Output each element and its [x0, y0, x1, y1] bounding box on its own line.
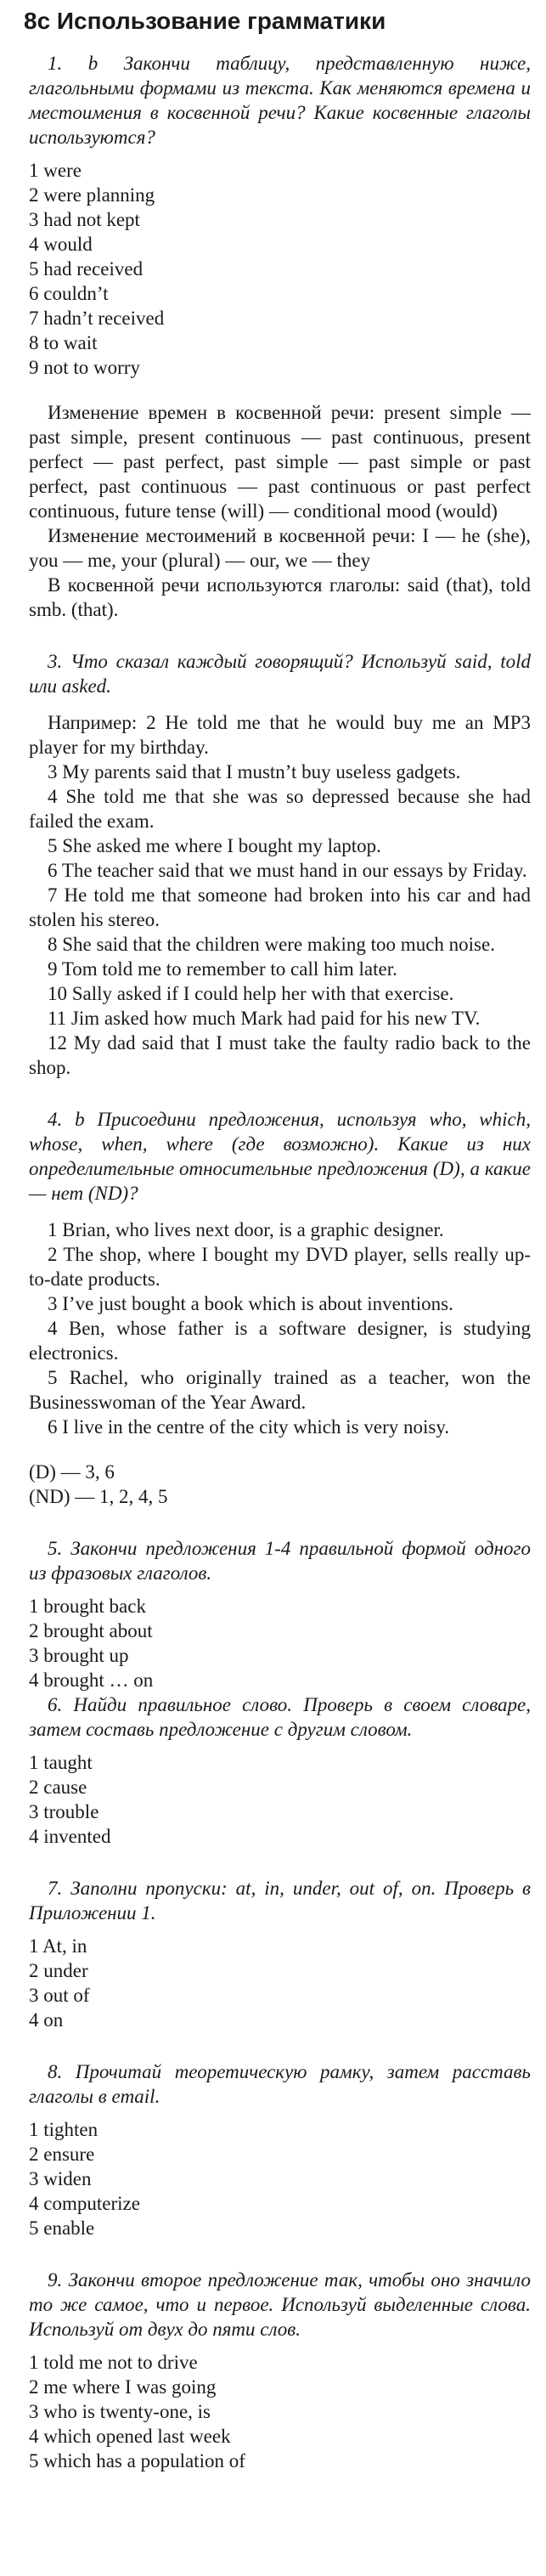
exercise-6-instruction: 6. Найди правильное слово. Проверь в своем словаре, затем составь предложение с другим словом. — [29, 1694, 531, 1740]
exercise-9-answers — [29, 2350, 531, 2473]
list-item: 1 At, in — [29, 1935, 87, 1957]
list-item: 2 cause — [29, 1777, 87, 1798]
list-item: 6 couldn’t — [29, 283, 109, 304]
list-item: 1 told me not to drive — [29, 2352, 198, 2373]
list-item: 1 brought back — [29, 1596, 146, 1617]
exercise-8 — [29, 2059, 531, 2240]
non-defining-clauses-summary: (ND) — 1, 2, 4, 5 — [29, 1486, 168, 1507]
exercise-4 — [29, 1107, 531, 1509]
defining-clauses-summary: (D) — 3, 6 — [29, 1461, 115, 1483]
exercise-8-answers — [29, 2117, 531, 2240]
list-item: 1 tighten — [29, 2119, 99, 2140]
list-item: 3 who is twenty-one, is — [29, 2401, 211, 2422]
list-item: 2 me where I was going — [29, 2376, 217, 2398]
list-item: 4 which opened last week — [29, 2426, 231, 2447]
list-item: 4 She told me that she was so depressed because she had failed the exam. — [29, 786, 531, 832]
list-item: 1 taught — [29, 1752, 93, 1773]
list-item: 3 out of — [29, 1985, 90, 2006]
exercise-3 — [29, 649, 531, 1080]
list-item: 1 were — [29, 160, 82, 181]
exercise-6 — [29, 1692, 531, 1849]
list-item: 5 Rachel, who originally trained as a teacher, won the Businesswoman of the Year Award. — [29, 1367, 531, 1413]
exercise-6-answers — [29, 1750, 531, 1849]
page-title: 8с Использование грамматики — [24, 8, 386, 34]
exercise-1 — [29, 51, 531, 622]
list-item: 11 Jim asked how much Mark had paid for his new TV. — [48, 1008, 481, 1029]
list-item: 2 The shop, where I bought my DVD player, sells really up-to-date products. — [29, 1244, 531, 1290]
list-item: 2 under — [29, 1960, 88, 1981]
list-item: 6 The teacher said that we must hand in our essays by Friday. — [48, 860, 527, 881]
exercise-7-answers — [29, 1934, 531, 2032]
list-item: 3 My parents said that I mustn’t buy useless gadgets. — [48, 761, 461, 782]
list-item: 12 My dad said that I must take the faulty radio back to the shop. — [29, 1032, 531, 1078]
list-item: 5 She asked me where I bought my laptop. — [48, 835, 381, 856]
list-item: 5 had received — [29, 258, 144, 280]
list-item: 1 Brian, who lives next door, is a graphic designer. — [48, 1219, 444, 1240]
exercise-5-answers — [29, 1594, 531, 1692]
list-item: 3 had not kept — [29, 209, 140, 230]
exercise-9-instruction: 9. Закончи второе предложение так, чтобы оно значило то же самое, что и первое. Используй выделенные слова. Используй от двух до пяти слов. — [29, 2269, 531, 2340]
list-item: 3 I’ve just bought a book which is about inventions. — [48, 1293, 453, 1314]
list-item: 8 She said that the children were making too much noise. — [48, 934, 495, 955]
list-item: 2 were planning — [29, 184, 155, 206]
list-item: 7 He told me that someone had broken into his car and had stolen his stereo. — [29, 884, 531, 930]
exercise-1-instruction: 1. b Закончи таблицу, представленную ниже, глагольными формами из текста. Как меняются времена и местоимения в косвенной речи? Какие косвенные глаголы используются? — [29, 53, 531, 148]
list-item: 9 not to worry — [29, 357, 140, 378]
list-item: 8 to wait — [29, 332, 98, 353]
list-item: 3 widen — [29, 2168, 92, 2189]
list-item: 5 enable — [29, 2217, 95, 2239]
list-item: 2 brought about — [29, 1620, 153, 1641]
list-item: 4 Ben, whose father is a software designer, is studying electronics. — [29, 1318, 531, 1364]
list-item: 5 which has a population of — [29, 2450, 245, 2471]
list-item: 4 brought … on — [29, 1669, 154, 1691]
exercise-3-instruction: 3. Что сказал каждый говорящий? Используй said, told или asked. — [29, 651, 531, 697]
list-item: 6 I live in the centre of the city which is very noisy. — [48, 1416, 450, 1438]
pronoun-change-note: Изменение местоимений в косвенной речи: I — he (she), you — me, your (plural) — our, we — they — [29, 525, 531, 571]
list-item: 4 computerize — [29, 2193, 140, 2214]
list-item: Например: 2 He told me that he would buy me an MP3 player for my birthday. — [29, 712, 531, 758]
list-item: 4 on — [29, 2009, 64, 2031]
exercise-5 — [29, 1536, 531, 1692]
list-item: 9 Tom told me to remember to call him later. — [48, 958, 397, 980]
list-item: 4 would — [29, 234, 93, 255]
list-item: 3 trouble — [29, 1801, 99, 1822]
exercise-4-instruction: 4. b Присоедини предложения, используя who, which, whose, when, where (где возможно). Какие из них определительные относительные предложения (D), а какие — нет (ND)? — [29, 1109, 531, 1204]
exercise-7 — [29, 1876, 531, 2032]
exercise-1-answers — [29, 158, 531, 380]
exercise-7-instruction: 7. Заполни пропуски: at, in, under, out of, on. Проверь в Приложении 1. — [29, 1878, 531, 1924]
exercise-8-instruction: 8. Прочитай теоретическую рамку, затем расставь глаголы в email. — [29, 2061, 531, 2107]
tense-change-note: Изменение времен в косвенной речи: present simple — past simple, present continuous — past continuous, present perfect — past perfect, past simple — past simple or past perfect, past continuous — past continuous or past perfect continuous, future tense (will) — conditional mood (would) — [29, 402, 531, 522]
list-item: 3 brought up — [29, 1645, 129, 1666]
list-item: 7 hadn’t received — [29, 308, 165, 329]
list-item: 2 ensure — [29, 2144, 95, 2165]
list-item: 4 invented — [29, 1826, 111, 1847]
reporting-verbs-note: В косвенной речи используются глаголы: said (that), told smb. (that). — [29, 574, 531, 620]
exercise-9 — [29, 2268, 531, 2473]
list-item: 10 Sally asked if I could help her with that exercise. — [48, 983, 454, 1004]
exercise-5-instruction: 5. Закончи предложения 1-4 правильной формой одного из фразовых глаголов. — [29, 1538, 531, 1584]
